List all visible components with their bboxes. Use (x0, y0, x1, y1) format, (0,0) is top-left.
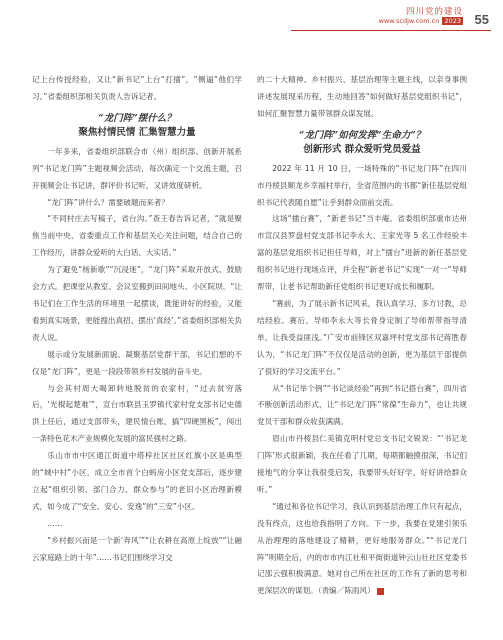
section-heading-question: “龙门阵”如何发挥“生命力”？ (298, 129, 426, 141)
paragraph: …… (47, 518, 63, 528)
paragraph: “赛前，为了展示新书记风采，我认真学习、多方讨教，总结经验。赛后，导师李永大等长骨身定制了导师帮带指导清单，让我受益匪浅。”广安市前锋区双嘉坪村党支部书记蒋胜春认为，“书记龙门阵”不仅仅是活动的创新，更为基层干部提供了很好的学习交流平台。” (257, 298, 467, 376)
paragraph: 这场“擂台赛”，“新老书记”当丰庵。省委组织部重市达州市宣汉县罗盘村党支部书记李永大、王家光等 5 名工作经验丰富的基层党组织书记担任导师，对上“擂台”进新的新任基层党组织书记进行现场点评，并全程“新老书记”实现“一对一”导师帮带，让老书记帮助新任党组织书记更好成长和履职。 (257, 214, 467, 292)
paragraph: 为了避免“杨新歌”“沉浸迷”，“龙门阵”采取开放式、鼓励会方式。把课堂从教室、会议室搬到田间地头、小区院坝。“让书记们在工作生活的环境里一起摆谈，既能讲好的经验，又能看到真实场景，更能搜出真招、摆出‘真经’。”省委组织部相关负责人说。 (32, 265, 242, 342)
paragraph: 与会其村周大喝卸转地脱贫的农家村，“过去贫穷落后，‘光棍起楚难’”，宣台市联县玉罗镇代家村党支部书记史德洪上任后，通过支部带头，建民情台账、搞“四硬黑板”，闯出一条特色花木产业规模化发展的富民强村之路。 (32, 383, 242, 444)
issue-year: 2023 (444, 17, 461, 25)
url-text: www.scdjw.com.cn (378, 17, 440, 25)
left-column (32, 72, 242, 566)
section-heading (257, 129, 467, 157)
paragraph-last (257, 499, 467, 600)
paragraph-text: “通过和各位书记学习，我认识到基层治理工作只有起点，没有终点，这也给我指明了方向。下一步，我要在党建引领乐从治理理的落地建设了精耕，更好地服务群众。”“书记龙门阵”明期全后，内的市市内江社和平街街道钟云山社社区党委书记邵云强积极满意。她对自己所在社区的工作有了新的思考和更深层次的谋划。（责编／陈雨风） (257, 501, 467, 596)
section-heading (32, 112, 242, 140)
paragraph: 一年多来，省委组织部联合市（州）组织部、创新开展系列“书记龙门阵”主题视频会活动，每次确定一个交流主题，召开视频会让书记讲，群评价书记听，又讲效度研析。 (32, 146, 242, 190)
page-header (291, 4, 491, 44)
section-heading-title: 创新形式 群众爱听党员爱益 (303, 143, 421, 155)
paragraph: 从“书记举个例”“书记谈经验”再到“书记搭台赛”，四川省不断创新活动形式，让“书记龙门阵”常葆“生命力”，也让共规党员干部和群众收获满满。 (257, 383, 467, 427)
magazine-title: 四川党的建设 (405, 7, 463, 17)
paragraph: “龙门阵”讲什么？需要破题而来者？ (47, 197, 169, 207)
magazine-url (379, 17, 463, 25)
page-number: 55 (474, 12, 489, 27)
section-heading-title: 聚焦村情民情 汇集智慧力量 (78, 126, 196, 138)
paragraph: 展示或分发展新面貌、凝聚基层党群干部，书记们想的不仅是“龙门阵”，更是一段段带领乡村发展的奋斗史。 (32, 349, 242, 376)
paragraph: 2022 年 11 月 10 日，一场特殊的“书记龙门阵”在四川市丹棱县顺龙乡幸福村举行，全省范围内的书都“新任基层党组织书记代表随自愿”让乎到群众面前交流。 (257, 163, 467, 207)
end-mark-icon (377, 588, 384, 595)
right-column (257, 72, 467, 600)
section-heading-question: “龙门阵”摆什么？ (98, 112, 176, 124)
paragraph: 乐山市市中区通江街道中塔梓社区社区红旗小区是典型的“城中村”小区，成立全市首个白蚂房小区党支部后，逐步建立起“组织引领、部门合力、群众参与”的老旧小区治理新模式，如今成了“安全、安心、安逸”的“三安”小区。 (32, 451, 242, 511)
paragraph: 的二十大精神、乡村振兴、基层治理等主题主线，以亲身事例讲述发展现采历程，生动地回答“如何做好基层党组织书记”，如何汇聚智慧力量带领群众谋发展。 (257, 75, 467, 118)
paragraph: “乡村振兴而是一个新‘奔风’”“让农耕在高原上绽放”“让融云家庭路上的十年”……书记们围绕学习交 (32, 535, 242, 562)
paragraph: 记上台传授经验，又让“新书记”上台“打擂”，“侧逼”他们学习。”省委组织部相关负责人告诉记者。 (32, 75, 242, 101)
header-divider (291, 30, 491, 31)
paragraph: 眉山市丹棱县仁美镇克明村党总支书记文锐说：“‘书记龙门阵’形式很新颖，我在任看了几期，每期都触摸很深，书记们接地气的分享让我很受启发，我要带头好好学，好好讲给群众听。” (257, 434, 467, 494)
paragraph: “不同村庄去写稿子，省台沟。”查王春告诉记者，“就是聚焦当前中央、省委重点工作和基层关心关注问题，结合自己的工作经历，讲群众爱听的大白话、大实话。” (32, 214, 242, 258)
